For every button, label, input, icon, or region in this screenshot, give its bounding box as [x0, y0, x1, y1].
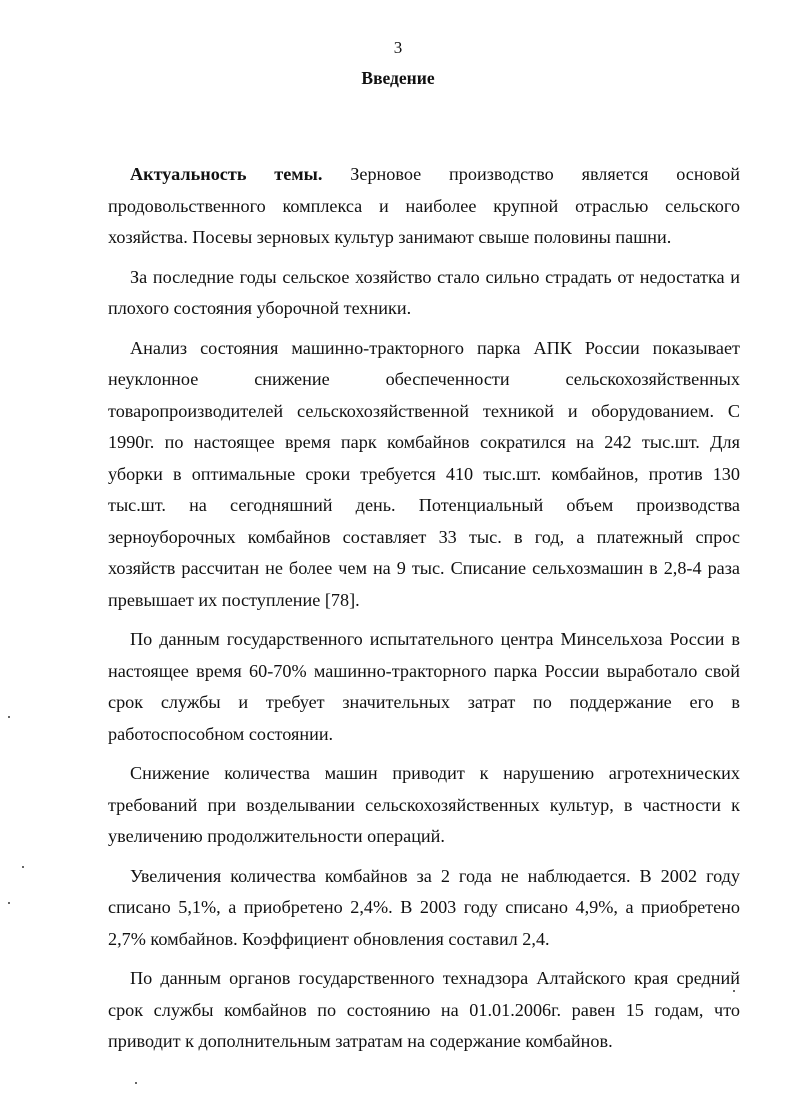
paragraph-lead: Актуальность темы.: [130, 164, 323, 184]
paragraph-relevance: [108, 159, 740, 254]
scan-speck: [733, 990, 735, 992]
scan-speck: [22, 866, 24, 868]
paragraph: По данным органов государственного технадзора Алтайского края средний срок службы комбайнов по состоянию на 01.01.2006г. равен 15 годам, что приводит к дополнительным затратам на содержание комбайнов.: [108, 968, 740, 1051]
paragraph: За последние годы сельское хозяйство стало сильно страдать от недостатка и плохого состояния уборочной техники.: [108, 266, 740, 318]
page-title: Введение: [361, 68, 435, 88]
paragraph: Анализ состояния машинно-тракторного парка АПК России показывает неуклонное снижение обеспеченности сельскохозяйственных товаропроизводителей сельскохозяйственной техникой и оборудованием. С 1990г. по настоящее время парк комбайнов сократился на 242 тыс.шт. Для уборки в оптимальные сроки требуется 410 тыс.шт. комбайнов, против 130 тыс.шт. на сегодняшний день. Потенциальный объем производства зерноуборочных комбайнов составляет 33 тыс. в год, а платежный спрос хозяйств рассчитан не более чем на 9 тыс. Списание сельхозмашин в 2,8-4 раза превышает их поступление [78].: [108, 337, 740, 610]
scan-speck: [8, 902, 10, 904]
paragraph: По данным государственного испытательного центра Минсельхоза России в настоящее время 60-70% машинно-тракторного парка России выработало свой срок службы и требует значительных затрат по поддержание его в работоспособном состоянии.: [108, 629, 740, 744]
page-number: 3: [393, 38, 403, 57]
body-text: [108, 159, 740, 1066]
scan-speck: [135, 1082, 137, 1084]
paragraph: Увеличения количества комбайнов за 2 года не наблюдается. В 2002 году списано 5,1%, а приобретено 2,4%. В 2003 году списано 4,9%, а приобретено 2,7% комбайнов. Коэффициент обновления составил 2,4.: [108, 865, 740, 949]
paragraph-text: Зерновое производство является основой продовольственного комплекса и наиболее крупной отраслью сельского хозяйства. Посевы зерновых культур занимают свыше половины пашни.: [108, 164, 741, 247]
scan-speck: [8, 716, 10, 718]
paragraph: Снижение количества машин приводит к нарушению агротехнических требований при возделывании сельскохозяйственных культур, в частности к увеличению продолжительности операций.: [108, 763, 740, 846]
